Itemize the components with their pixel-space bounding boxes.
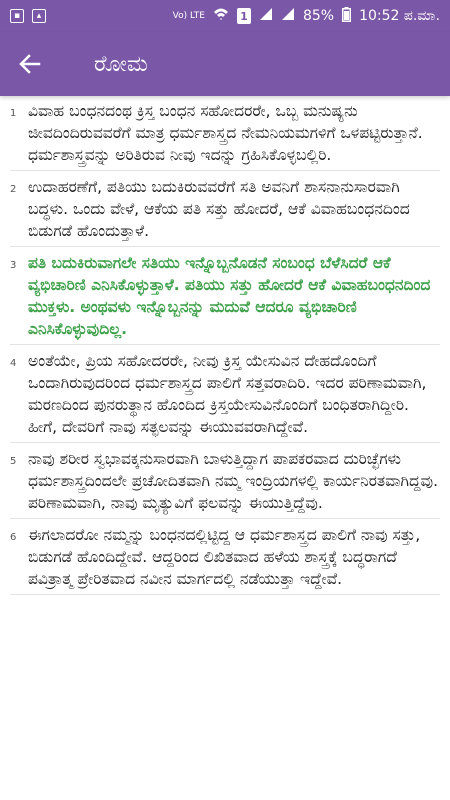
verse-2[interactable] [10,176,440,247]
verse-number: 2 [10,184,17,195]
signal-icon [259,7,273,25]
gallery-icon: ▴ [32,9,46,23]
verse-text: ಅಂತೆಯೇ, ಪ್ರಿಯ ಸಹೋದರರೇ, ನೀವು ಕ್ರಿಸ್ತ ಯೇಸುವಿನ ದೇಹದೊಂದಿಗೆ ಒಂದಾಗಿರುವುದರಿಂದ ಧರ್ಮಶಾಸ್ತ್ರದ ಪಾಲಿಗೆ ಸತ್ತವರಾದಿರಿ. ಇದರ ಪರಿಣಾಮವಾಗಿ, ಮರಣದಿಂದ ಪುನರುತ್ಥಾನ ಹೊಂದಿದ ಕ್ರಿಸ್ತಯೇಸುವಿನೊಂದಿಗೆ ಬಂಧಿತರಾಗಿದ್ದೀರಿ. ಹೀಗೆ, ದೇವರಿಗೆ ನಾವು ಸತ್ಫಲವನ್ನು ಈಯುವವರಾಗಿದ್ದೇವೆ. [28,352,427,436]
verse-text: ವಿವಾಹ ಬಂಧನದಂಥ ಕ್ರಿಸ್ತ ಬಂಧನ ಸಹೋದರರೇ, ಒಬ್ಬ ಮನುಷ್ಯನು ಜೀವದಿಂದಿರುವವರೆಗೆ ಮಾತ್ರ ಧರ್ಮಶಾಸ್ತ್ರದ ನೇಮನಿಯಮಗಳಿಗೆ ಒಳಪಟ್ಟಿರುತ್ತಾನೆ. ಧರ್ಮಶಾಸ್ತ್ರವನ್ನು ಅರಿತಿರುವ ನೀವು ಇದನ್ನು ಗ್ರಹಿಸಿಕೊಳ್ಳಬಲ್ಲಿರಿ. [28,102,423,164]
status-bar [0,0,450,32]
clock: 10:52 ಪ.ಮಾ. [359,8,440,24]
back-arrow-icon [19,53,41,75]
sim-indicator: 1 [237,8,251,24]
signal-2-icon [281,7,295,25]
screenshot-icon: ▪ [10,9,24,23]
verse-text: ಈಗಲಾದರೋ ನಮ್ಮನ್ನು ಬಂಧನದಲ್ಲಿಟ್ಟಿದ್ದ ಆ ಧರ್ಮಶಾಸ್ತ್ರದ ಪಾಲಿಗೆ ನಾವು ಸತ್ತು, ಬಿಡುಗಡೆ ಹೊಂದಿದ್ದೇವೆ. ಆದ್ದರಿಂದ ಲಿಖಿತವಾದ ಹಳೆಯ ಶಾಸ್ತ್ರಕ್ಕೆ ಬದ್ಧರಾಗದೆ ಪವಿತ್ರಾತ್ಮ ಪ್ರೇರಿತವಾದ ನವೀನ ಮಾರ್ಗದಲ್ಲಿ ನಡೆಯುತ್ತಾ ಇದ್ದೇವೆ. [28,526,421,588]
status-left-icons [10,9,46,23]
verse-text: ಪತಿ ಬದುಕಿರುವಾಗಲೇ ಸತಿಯು ಇನ್ನೊಬ್ಬನೊಡನೆ ಸಂಬಂಧ ಬೆಳೆಸಿದರೆ ಆಕೆ ವ್ಯಭಿಚಾರಿಣಿ ಎನಿಸಿಕೊಳ್ಳುತ್ತಾಳೆ. ಪತಿಯು ಸತ್ತು ಹೋದರೆ ಆಕೆ ವಿವಾಹಬಂಧನದಿಂದ ಮುಕ್ತಳು. ಅಂಥವಳು ಇನ್ನೊಬ್ಬನನ್ನು ಮದುವೆ ಆದರೂ ವ್ಯಭಿಚಾರಿಣಿ ಎನಿಸಿಕೊಳ್ಳುವುದಿಲ್ಲ. [28,254,431,338]
battery-icon [342,7,351,26]
verse-number: 5 [10,456,17,467]
wifi-icon [213,7,229,25]
verse-text: ಉದಾಹರಣೆಗೆ, ಪತಿಯು ಬದುಕಿರುವವರೆಗೆ ಸತಿ ಅವನಿಗೆ ಶಾಸನಾನುಸಾರವಾಗಿ ಬದ್ಧಳು. ಒಂದು ವೇಳೆ, ಆಕೆಯ ಪತಿ ಸತ್ತು ಹೋದರೆ, ಆಕೆ ವಿವಾಹಬಂಧನದಿಂದ ಬಿಡುಗಡೆ ಹೊಂದುತ್ತಾಳೆ. [28,178,410,240]
verse-6[interactable] [10,524,440,595]
volte-indicator: Vo) LTE [172,10,205,21]
battery-percent: 85% [302,8,335,24]
status-right-icons [173,7,440,26]
verse-text: ನಾವು ಶರೀರ ಸ್ವಭಾವಕ್ಕನುಸಾರವಾಗಿ ಬಾಳುತ್ತಿದ್ದಾಗ ಪಾಪಕರವಾದ ದುರಿಚ್ಛೆಗಳು ಧರ್ಮಶಾಸ್ತ್ರದಿಂದಲೇ ಪ್ರಚೋದಿತವಾಗಿ ನಮ್ಮ ಇಂದ್ರಿಯಗಳಲ್ಲಿ ಕಾರ್ಯನಿರತವಾಗಿದ್ದವು. ಪರಿಣಾಮವಾಗಿ, ನಾವು ಮೃತ್ಯುವಿಗೆ ಫಲವನ್ನು ಈಯುತ್ತಿದ್ದೆವು. [28,450,439,512]
verse-number: 1 [10,108,17,119]
verse-3-highlighted[interactable] [10,252,440,345]
verse-number: 3 [10,260,17,271]
verse-1[interactable] [10,100,440,171]
chapter-content[interactable] [0,100,450,800]
verse-number: 4 [10,358,17,369]
verse-5[interactable] [10,448,440,519]
verse-4[interactable] [10,350,440,443]
back-button[interactable] [2,32,58,96]
app-bar [0,32,450,96]
verse-number: 6 [10,532,17,543]
page-title: ರೋಮ [94,51,148,77]
